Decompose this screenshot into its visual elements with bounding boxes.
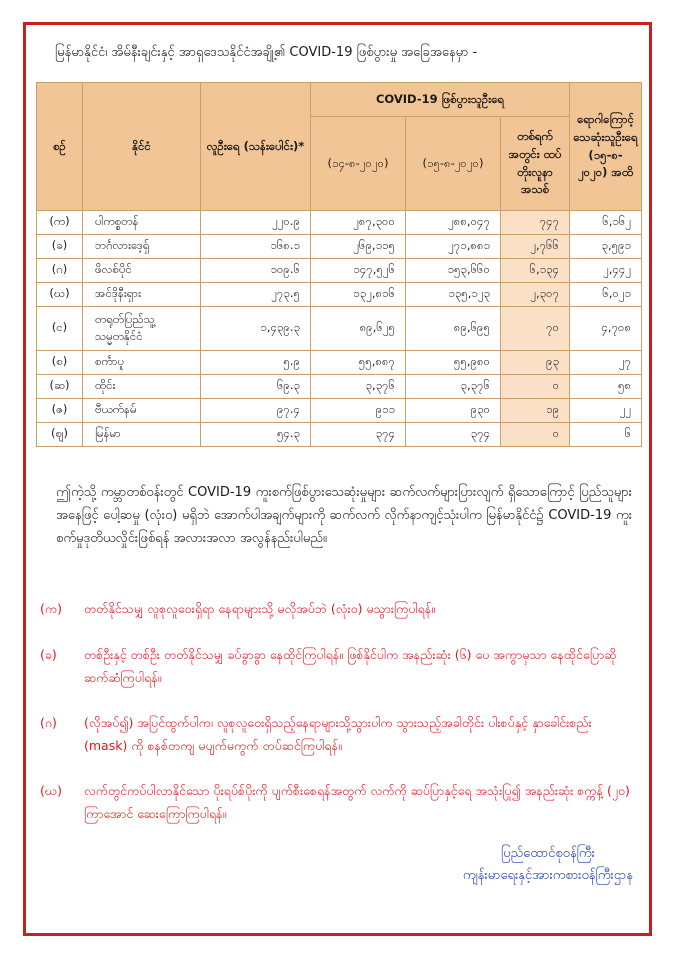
row-deaths: ၆,၀၂၁ (570, 283, 642, 307)
row-no: (ဇ) (37, 399, 83, 423)
header-date-14: (၁၄-၈-၂၀၂၀) (311, 117, 406, 211)
row-deaths: ၂၂ (570, 399, 642, 423)
row-cases-14: ၉၁၁ (311, 399, 406, 423)
row-cases-15: ၃၇၄ (406, 423, 501, 447)
table-row (37, 399, 642, 423)
row-country: ဖိလစ်ပိုင် (83, 259, 201, 283)
row-no: (က) (37, 211, 83, 235)
row-no: (ခ) (37, 235, 83, 259)
row-deaths: ၄,၇၀၈ (570, 307, 642, 351)
table-row (37, 351, 642, 375)
row-population: ၂၂၀.၉ (201, 211, 311, 235)
document-title: မြန်မာနိုင်ငံ၊ အိမ်နီးချင်းနှင့် အာရှဒေသနိုင်ငံအချို့၏ COVID-19 ဖြစ်ပွားမှု အခြေအနေမှာ - (55, 45, 478, 60)
row-population: ၆၉.၃ (201, 375, 311, 399)
rule-index: (ဃ) (40, 783, 62, 798)
row-deaths: ၆ (570, 423, 642, 447)
row-population: ၅၄.၃ (201, 423, 311, 447)
rule-text: (လိုအပ်၍) အပြင်ထွက်ပါက၊ လူစုလူဝေးရှိသည့်နေရာများသို့သွားပါက သွားသည့်အခါတိုင်း ပါးစပ်နှင့် နှာခေါင်းစည်း (mask) ကို စနစ်တကျ မပျက်မကွက် တပ်ဆင်ကြပါရန်။ (84, 715, 592, 753)
row-no: (င) (37, 307, 83, 351)
row-population: ၁,၄၃၉.၃ (201, 307, 311, 351)
row-no: (ဈ) (37, 423, 83, 447)
table-row (37, 259, 642, 283)
row-country: တရုတ်ပြည်သူ့သမ္မတနိုင်ငံ (83, 307, 201, 351)
row-population: ၁၀၉.၆ (201, 259, 311, 283)
row-population: ၁၆၈.၁ (201, 235, 311, 259)
row-deaths: ၂၇ (570, 351, 642, 375)
row-cases-14: ၈၉,၆၂၅ (311, 307, 406, 351)
row-country: စင်္ကာပူ (83, 351, 201, 375)
row-daily-new: ၂,၃၀၇ (501, 283, 570, 307)
row-population: ၂၇၃.၅ (201, 283, 311, 307)
rule-item (40, 643, 636, 689)
header-country: နိုင်ငံ (83, 83, 201, 211)
header-no: စဉ် (37, 83, 83, 211)
header-covid-cases: COVID-19 ဖြစ်ပွားသူဦးရေ (311, 83, 570, 117)
row-country: ဗီယက်နမ် (83, 399, 201, 423)
row-cases-15: ၁၃၅,၁၂၃ (406, 283, 501, 307)
table-row (37, 283, 642, 307)
table-row (37, 375, 642, 399)
rule-index: (ဂ) (40, 715, 57, 730)
row-no: (စ) (37, 351, 83, 375)
row-cases-14: ၁၄၇,၅၂၆ (311, 259, 406, 283)
row-cases-15: ၉၃၀ (406, 399, 501, 423)
rule-item (40, 779, 636, 825)
rule-index: (ခ) (40, 647, 57, 662)
row-cases-14: ၂၈၇,၃၀၀ (311, 211, 406, 235)
covid-stats-table (36, 82, 642, 447)
row-cases-14: ၃၇၄ (311, 423, 406, 447)
table-row (37, 307, 642, 351)
row-daily-new: ၁၉ (501, 399, 570, 423)
rule-item (40, 711, 636, 757)
row-cases-14: ၃,၃၇၆ (311, 375, 406, 399)
body-paragraph: ဤကဲ့သို့ ကမ္ဘာတစ်ဝန်းတွင် COVID-19 ကူးစက်ဖြစ်ပွားသေဆုံးမှုများ ဆက်လက်များပြားလျက် ရှိသောကြောင့် ပြည်သူများအနေဖြင့် ပေါ့ဆမှု (လုံးဝ) မရှိဘဲ အောက်ပါအချက်များကို ဆက်လက် လိုက်နာကျင့်သုံးပါက မြန်မာနိုင်ငံ၌ COVID-19 ကူးစက်မှုဒုတိယလှိုင်းဖြစ်ရန် အလားအလာ အလွန်နည်းပါမည်။ (56, 485, 632, 546)
signature-block (463, 843, 633, 887)
row-daily-new: ၆,၁၃၄ (501, 259, 570, 283)
row-daily-new: ၀ (501, 375, 570, 399)
header-daily-new: တစ်ရက်အတွင်း ထပ်တိုးလူနာအသစ် (501, 117, 570, 211)
table-row (37, 423, 642, 447)
row-no: (ဃ) (37, 283, 83, 307)
row-country: မြန်မာ (83, 423, 201, 447)
row-no: (ဂ) (37, 259, 83, 283)
row-daily-new: ၇၄၇ (501, 211, 570, 235)
row-population: ၅.၉ (201, 351, 311, 375)
row-deaths: ၆,၁၆၂ (570, 211, 642, 235)
row-cases-15: ၂၈၈,၀၄၇ (406, 211, 501, 235)
row-cases-14: ၁၃၂,၈၁၆ (311, 283, 406, 307)
row-cases-15: ၃,၃၇၆ (406, 375, 501, 399)
row-population: ၉၇.၄ (201, 399, 311, 423)
row-cases-15: ၅၅,၉၈၀ (406, 351, 501, 375)
header-deaths: ရောဂါကြောင့် သေဆုံးသူဦးရေ (၁၅-၈- ၂၀၂၀) အထိ (570, 83, 642, 211)
table-row (37, 211, 642, 235)
row-cases-14: ၅၅,၈၈၇ (311, 351, 406, 375)
row-deaths: ၂,၄၄၂ (570, 259, 642, 283)
row-deaths: ၃,၅၉၁ (570, 235, 642, 259)
rule-text: တတ်နိုင်သမျှ လူစုလူဝေးရှိရာ နေရာများသို့ မလိုအပ်ဘဲ (လုံးဝ) မသွားကြပါရန်။ (84, 601, 436, 616)
rule-item (40, 597, 636, 620)
row-cases-15: ၂၇၁,၈၈၁ (406, 235, 501, 259)
row-cases-15: ၁၅၃,၆၆၀ (406, 259, 501, 283)
table-row (37, 235, 642, 259)
row-country: ထိုင်း (83, 375, 201, 399)
row-daily-new: ၇၀ (501, 307, 570, 351)
row-cases-15: ၈၉,၆၉၅ (406, 307, 501, 351)
signature-title: ပြည်ထောင်စုဝန်ကြီး (500, 846, 595, 861)
row-daily-new: ၉၃ (501, 351, 570, 375)
header-date-15: (၁၅-၈-၂၀၂၀) (406, 117, 501, 211)
row-country: အင်ဒိုနီးရှား (83, 283, 201, 307)
row-country: ဘင်္ဂလားဒေ့ရှ် (83, 235, 201, 259)
rule-text: တစ်ဦးနှင့် တစ်ဦး တတ်နိုင်သမျှ ခပ်ခွာခွာ နေထိုင်ကြပါရန်။ ဖြစ်နိုင်ပါက အနည်းဆုံး (၆) ပေ အကွာမှသာ နေထိုင်ပြောဆိုဆက်ဆံကြပါရန်။ (84, 647, 617, 685)
rule-text: လက်တွင်ကပ်ပါလာနိုင်သော ပိုးရပ်စ်ပိုးကို ပျက်စီးစေရန်အတွက် လက်ကို ဆပ်ပြာနှင့်ရေ အသုံးပြု၍ အနည်းဆုံး စက္ကန့် (၂၀) ကြာအောင် ဆေးကြောကြပါရန်။ (84, 783, 630, 821)
rule-index: (က) (40, 601, 62, 616)
row-deaths: ၅၈ (570, 375, 642, 399)
row-country: ပါကစ္စတန် (83, 211, 201, 235)
signature-ministry: ကျန်းမာရေးနှင့်အားကစားဝန်ကြီးဌာန (462, 868, 633, 883)
row-cases-14: ၂၆၉,၁၁၅ (311, 235, 406, 259)
row-no: (ဆ) (37, 375, 83, 399)
row-daily-new: ၂,၇၆၆ (501, 235, 570, 259)
header-population: လူဦးရေ (သန်းပေါင်း)* (201, 83, 311, 211)
row-daily-new: ၀ (501, 423, 570, 447)
